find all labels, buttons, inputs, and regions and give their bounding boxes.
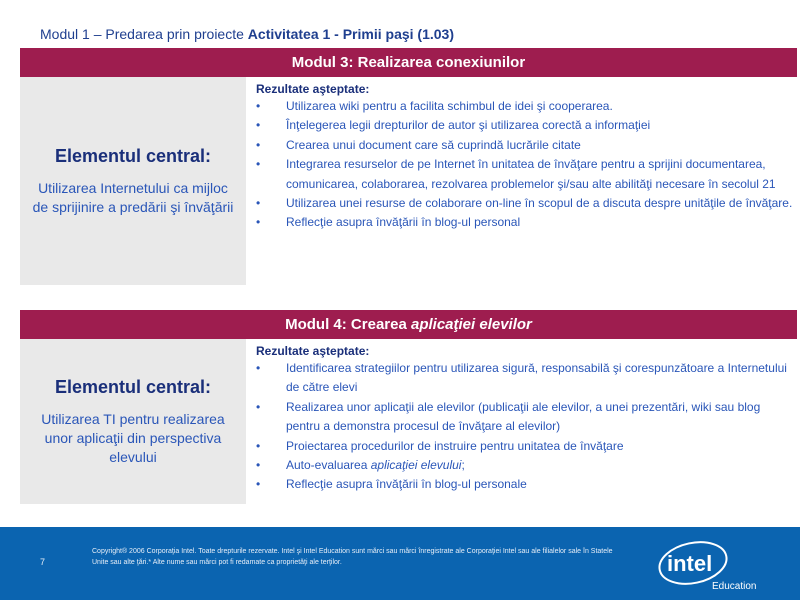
list-item: • Înţelegerea legii drepturilor de autor şi utilizarea corectă a informaţiei (256, 116, 797, 135)
outcome-auto-suffix: ; (461, 458, 465, 473)
copyright-text: Copyright® 2006 Corporaţia Intel. Toate drepturile rezervate. Intel şi Intel Education sunt mărci sau mărci înregistrate ale Corporaţiei Intel sau ale filialelor sale în Statele Unite sau alte ţări.* Alte nume sau mărci pot fi redamate ca proprietăţi ale terţilor. (92, 548, 613, 566)
intel-education-logo (655, 539, 765, 597)
outcome-auto-prefix: Auto-evaluarea (286, 458, 371, 473)
module3-element-text: Utilizarea Internetului ca mijloc de sprijinire a predării şi învăţării (32, 179, 234, 215)
list-item: • Reflecţie asupra învăţării în blog-ul personal (256, 213, 797, 232)
module4-element-title: Elementul central: (54, 376, 212, 397)
logo-word: intel (667, 551, 713, 576)
module4-band (20, 310, 797, 339)
outcome-auto-italic: aplicaţiei elevului (370, 458, 462, 473)
module4-band-title-italic: aplicaţiei elevilor (410, 316, 532, 333)
module3-element-title: Elementul central: (54, 145, 212, 166)
header-activity-text: Activitatea 1 - Primii paşi (1.03) (247, 26, 454, 42)
logo-sub: Education (712, 581, 757, 592)
slide-header (40, 26, 454, 42)
module3-band-title: Modul 3: Realizarea conexiunilor (291, 54, 526, 71)
module4-element-panel (20, 339, 246, 504)
module3-row (20, 77, 797, 285)
module4-outcomes (246, 339, 797, 504)
module4-element-text: Utilizarea TI pentru realizarea unor aplicaţii din perspectiva elevului (41, 410, 225, 465)
list-item: • Realizarea unor aplicaţii ale elevilor (publicaţii ale elevilor, a unei prezentări, wiki sau blog pentru a demonstra procesul de învăţare al elevilor) (256, 398, 797, 437)
list-item: • Utilizarea unei resurse de colaborare on-line în scopul de a discuta despre unităţile de învăţare. (256, 194, 797, 213)
list-item: • Proiectarea procedurilor de instruire pentru unitatea de învăţare (256, 437, 797, 456)
module3-outcomes-title: Rezultate aşteptate: (256, 82, 370, 96)
module3-element-panel (20, 77, 246, 285)
footer-bar (0, 527, 800, 600)
module4-outcomes-title: Rezultate aşteptate: (256, 344, 370, 358)
module3-band (20, 48, 797, 77)
module4-row (20, 339, 797, 504)
module4-outcomes-list (256, 359, 797, 495)
page-number: 7 (40, 557, 46, 567)
list-item: • Integrarea resurselor de pe Internet în unitatea de învăţare pentru a sprijini documentarea, comunicarea, colaborarea, rezolvarea problemelor şi/sau alte abilităţi necesare în secolul 21 (256, 155, 797, 194)
list-item (256, 456, 797, 475)
list-item: • Reflecţie asupra învăţării în blog-ul personale (256, 475, 797, 494)
list-item: • Utilizarea wiki pentru a facilita schimbul de idei şi cooperarea. (256, 97, 797, 116)
list-item: • Crearea unui document care să cuprindă lucrările citate (256, 136, 797, 155)
list-item: • Identificarea strategiilor pentru utilizarea sigură, responsabilă şi corespunzătoare a Internetului de către elevi (256, 359, 797, 398)
module3-outcomes (246, 77, 797, 285)
module3-outcomes-list (256, 97, 797, 233)
header-module-text: Modul 1 – Predarea prin proiecte (40, 26, 248, 42)
module4-band-title: Modul 4: Crearea (285, 316, 407, 333)
